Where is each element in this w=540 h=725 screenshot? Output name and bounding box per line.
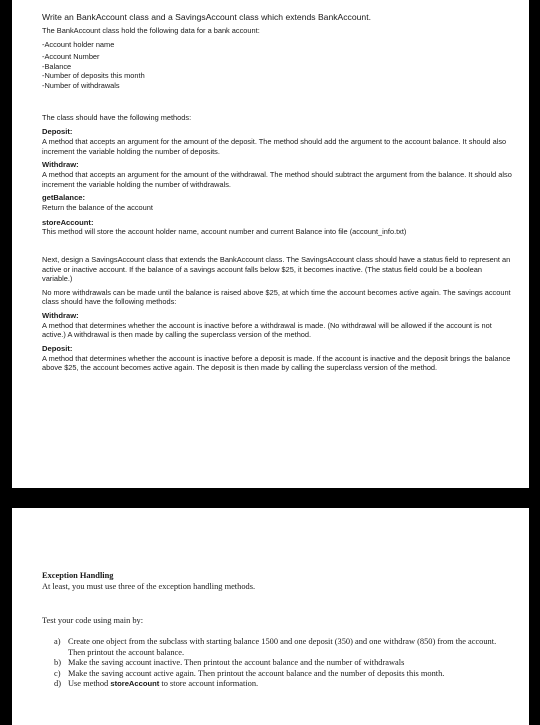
list-marker: d) [54,679,61,689]
list-marker: b) [54,658,61,668]
savings-method-desc-withdraw: A method that determines whether the account is inactive before a withdrawal is made. (No withdrawal will be allowed if the account is not active.) A withdrawal is then made by calling the superclass version of the method. [42,320,492,340]
method-heading-storeaccount: storeAccount: [42,217,94,227]
savings-method-heading-deposit: Deposit: [42,343,73,353]
method-heading-withdraw: Withdraw: [42,160,79,170]
exception-text: At least, you must use three of the exception handling methods. [42,582,256,591]
document-page-1 [12,0,529,488]
method-heading-deposit: Deposit: [42,127,73,137]
test-task-list [42,637,513,690]
field-item: -Account holder name [42,39,115,49]
list-marker: a) [54,637,61,646]
method-heading-getbalance: getBalance: [42,193,86,203]
method-desc-deposit: A method that accepts an argument for the amount of the deposit. The method should add the argument to the account balance. It should also increment the variable holding the number of deposits. [42,136,507,156]
list-item-text [68,679,513,690]
savings-method-heading-withdraw: Withdraw: [42,310,79,320]
list-item [54,669,513,680]
list-item [54,658,513,669]
exception-heading: Exception Handling [42,571,114,580]
method-desc-withdraw: A method that accepts an argument for the amount of the withdrawal. The method should subtract the argument from the balance. It should also increment the variable holding the number of withdrawals. [42,169,512,189]
field-item: -Number of deposits this month [42,71,145,81]
document-page-2 [12,508,529,725]
list-item-text-before: Use method [68,679,111,689]
data-intro: The BankAccount class hold the following data for a bank account: [42,26,260,35]
field-item: -Number of withdrawals [42,80,120,90]
savings-paragraph-2: No more withdrawals can be made until the balance is raised above $25, at which time the account becomes active again. The savings account class should have the following methods: [42,287,511,307]
savings-paragraph-1: Next, design a SavingsAccount class that extends the BankAccount class. The SavingsAccount class should have a status field to represent an active or inactive account. If the balance of a savings account falls below $25, it becomes inactive. (The status field could be a boolean variable.) [42,254,511,284]
list-item-text: Create one object from the subclass with starting balance 1500 and one deposit (350) and one withdraw (850) from the account. Then printout the account balance. [68,637,497,657]
list-item [54,679,513,690]
field-item: -Balance [42,61,72,71]
list-marker: c) [54,668,61,678]
list-item-text: Make the saving account inactive. Then printout the account balance and the number of withdrawals [68,658,405,668]
list-item-text: Make the saving account active again. Then printout the account balance and the number of deposits this month. [68,668,445,678]
list-item-text-after: to store account information. [159,679,259,689]
field-item: -Account Number [42,52,100,62]
assignment-title: Write an BankAccount class and a SavingsAccount class which extends BankAccount. [42,12,371,22]
savings-method-desc-deposit: A method that determines whether the account is inactive before a deposit is made. If the account is inactive and the deposit brings the balance above $25, the account becomes active again. The deposit is then made by calling the superclass version of the method. [42,353,511,373]
method-desc-storeaccount: This method will store the account holder name, account number and current Balance into file (account_info.txt) [42,227,407,237]
test-intro: Test your code using main by: [42,616,144,625]
methods-intro: The class should have the following methods: [42,112,192,122]
method-name-storeaccount: storeAccount [110,679,160,689]
list-item [54,637,513,658]
method-desc-getbalance: Return the balance of the account [42,202,153,212]
